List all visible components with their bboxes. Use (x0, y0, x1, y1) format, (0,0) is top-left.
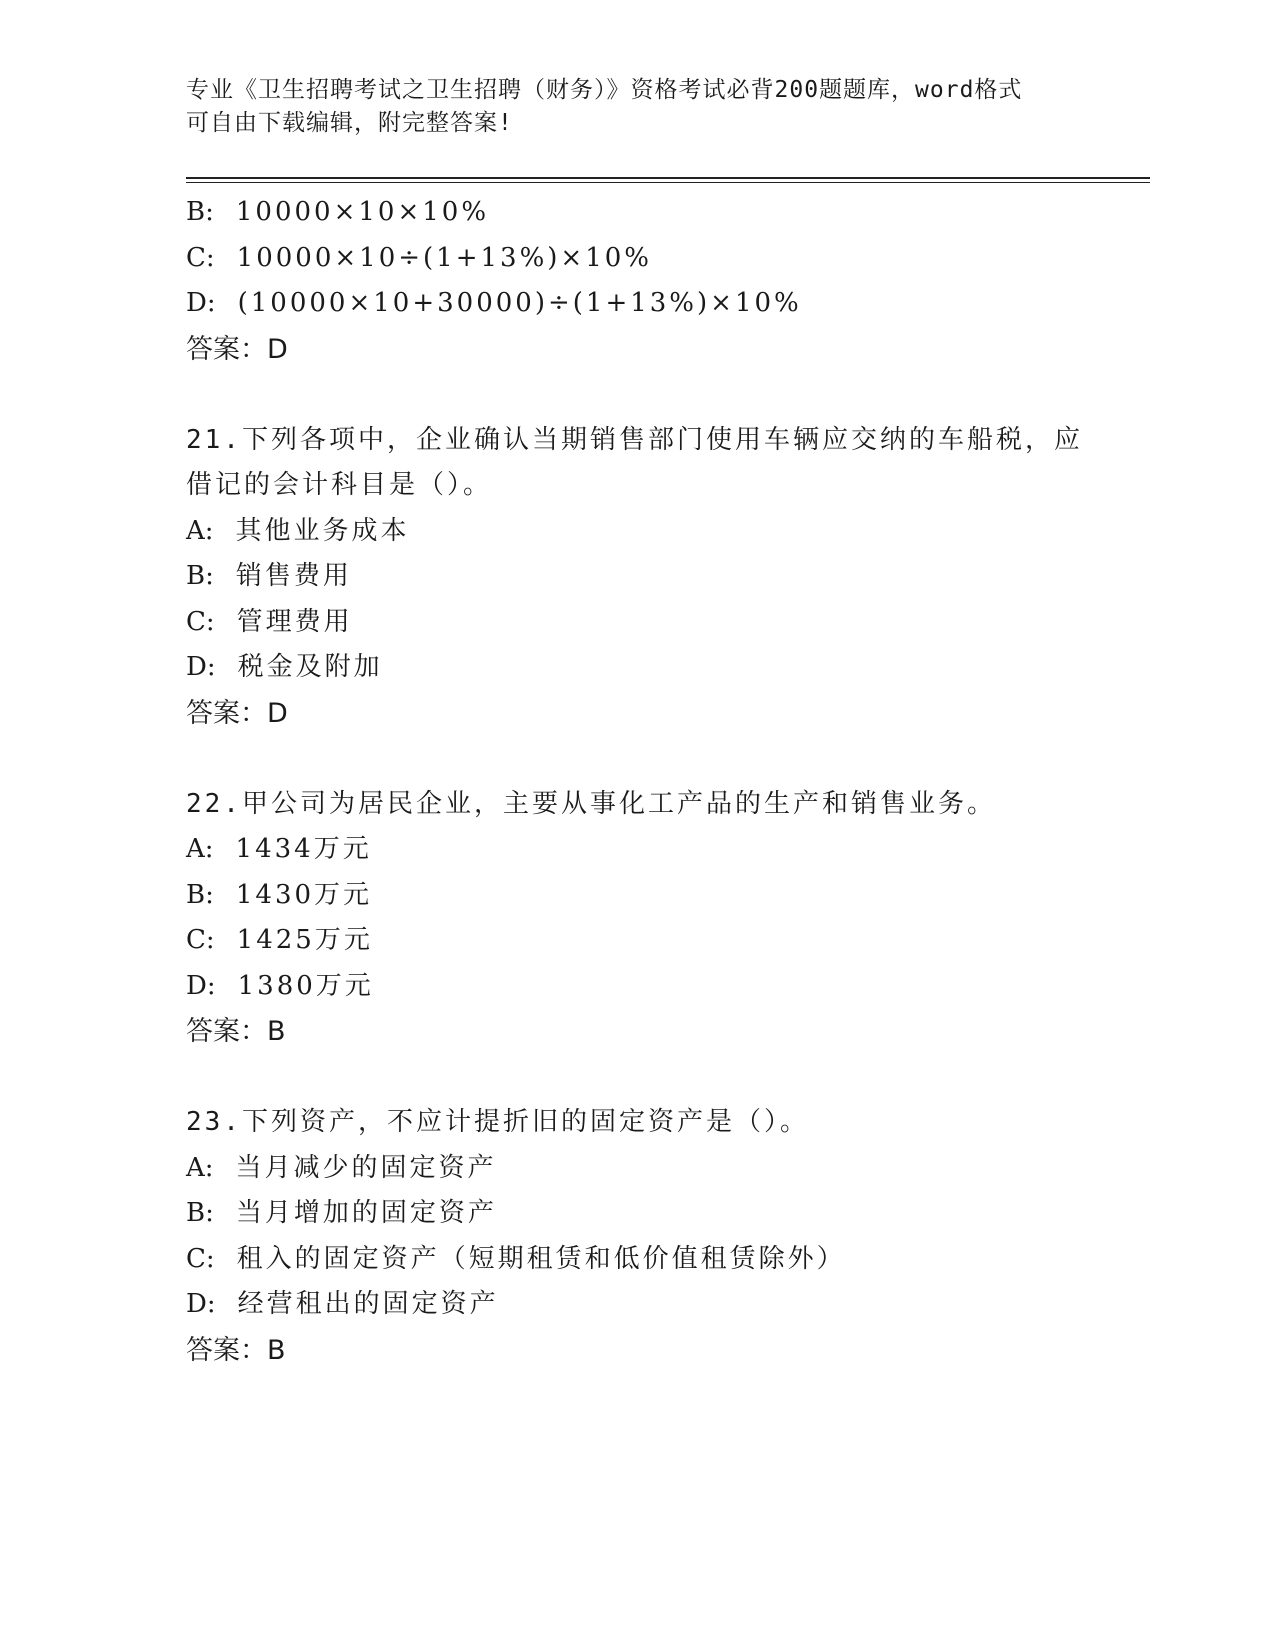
question-22 (186, 782, 1150, 1055)
option-a: A: 其他业务成本 (186, 515, 410, 546)
option-b: B: 当月增加的固定资产 (186, 1198, 497, 1228)
option-text: 当月增加的固定资产 (235, 1198, 497, 1228)
answer-line: 答案：B (186, 1334, 286, 1366)
document-header (186, 74, 1086, 140)
option-text: 销售费用 (235, 561, 352, 591)
option-b: B: 1430万元 (186, 879, 373, 910)
option-text: 其他业务成本 (235, 515, 410, 546)
header-line-1: 专业《卫生招聘考试之卫生招聘（财务）》资格考试必背200题题库，word格式 (186, 77, 1023, 103)
header-line-2: 可自由下载编辑，附完整答案! (186, 110, 513, 136)
header-divider-thick (186, 177, 1150, 179)
question-stem: 21.下列各项中，企业确认当期销售部门使用车辆应交纳的车船税，应 (186, 424, 1083, 455)
option-c: C: 1425万元 (186, 925, 373, 955)
option-text: 1434万元 (235, 834, 372, 864)
option-d: D: (10000×10+30000)÷(1+13%)×10% (186, 288, 802, 318)
option-a: A: 当月减少的固定资产 (186, 1152, 497, 1183)
option-text: 1425万元 (236, 925, 373, 955)
answer-line: 答案：D (186, 333, 288, 365)
option-d: D: 税金及附加 (186, 652, 383, 682)
header-divider-thin (186, 182, 1150, 183)
option-b: B: 销售费用 (186, 561, 352, 591)
option-d: D: 1380万元 (186, 970, 374, 1001)
answer-line: 答案：D (186, 697, 288, 729)
answer-line: 答案：B (186, 1016, 286, 1047)
option-text: 管理费用 (236, 606, 353, 637)
option-b: B: 10000×10×10% (186, 197, 490, 227)
option-c: C: 10000×10÷(1+13%)×10% (186, 242, 652, 273)
option-c: C: 管理费用 (186, 606, 353, 637)
question-stem: 22.甲公司为居民企业，主要从事化工产品的生产和销售业务。 (186, 788, 996, 819)
question-stem-continued: 借记的会计科目是（）。 (186, 470, 493, 500)
option-text: 当月减少的固定资产 (235, 1152, 497, 1183)
option-text: 税金及附加 (237, 652, 383, 682)
option-text: 经营租出的固定资产 (237, 1289, 499, 1319)
option-a: A: 1434万元 (186, 834, 372, 864)
question-23 (186, 1100, 1150, 1373)
option-text: 1430万元 (235, 879, 373, 910)
option-text: (10000×10+30000)÷(1+13%)×10% (237, 288, 802, 318)
option-text: 10000×10÷(1+13%)×10% (236, 242, 652, 273)
question-list (186, 190, 1150, 1373)
option-text: 1380万元 (237, 970, 374, 1001)
option-text: 租入的固定资产（短期租赁和低价值租赁除外） (236, 1243, 846, 1274)
question-stem: 23.下列资产，不应计提折旧的固定资产是（）。 (186, 1107, 809, 1137)
option-text: 10000×10×10% (235, 197, 490, 227)
option-c: C: 租入的固定资产（短期租赁和低价值租赁除外） (186, 1243, 846, 1274)
option-d: D: 经营租出的固定资产 (186, 1289, 499, 1319)
previous-question-tail (186, 190, 1150, 372)
question-21 (186, 418, 1150, 737)
